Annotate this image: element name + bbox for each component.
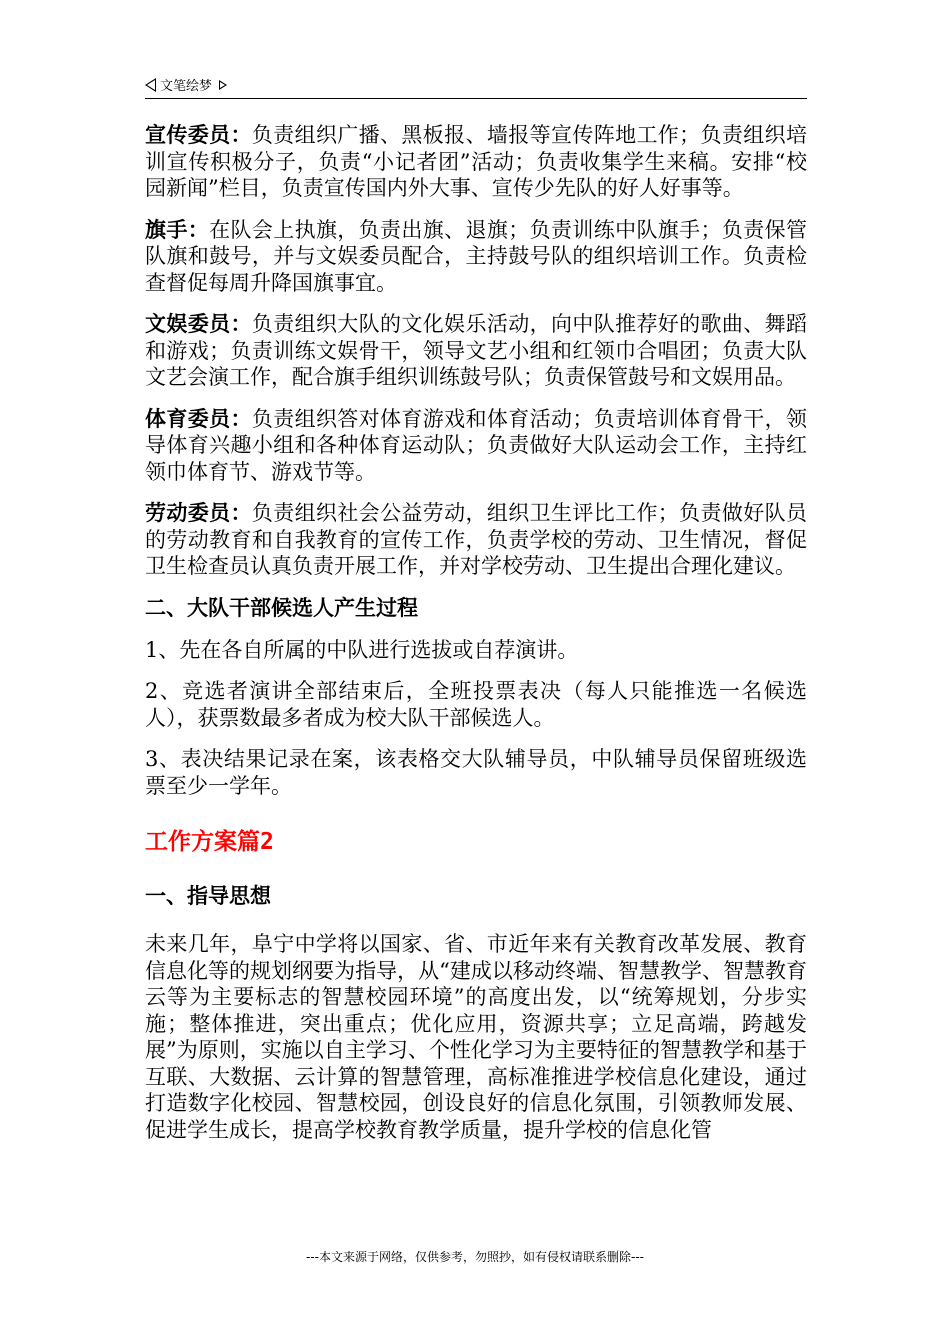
page-header (145, 72, 807, 99)
duty-paragraph-flag-bearer (145, 217, 807, 297)
duty-label: 文娱委员： (145, 312, 252, 336)
duty-text: 在队会上执旗，负责出旗、退旗；负责训练中队旗手；负责保管队旗和鼓号，并与文娱委员配合，主持鼓号队的组织培训工作。负责检查督促每周升降国旗事宜。 (145, 217, 808, 295)
duty-label: 体育委员： (145, 406, 252, 431)
process-item: 1、先在各自所属的中队进行选拔或自荐演讲。 (145, 637, 579, 662)
duty-paragraph-entertainment (145, 311, 807, 391)
duty-paragraph-labor (145, 500, 807, 580)
document-body (145, 122, 807, 1143)
process-item: 2、竞选者演讲全部结束后，全班投票表决（每人只能推选一名候选人），获票数最多者成为校大队干部候选人。 (145, 679, 807, 730)
duty-label: 宣传委员： (145, 123, 252, 147)
duty-paragraph-publicity (145, 122, 807, 202)
guiding-ideology-heading: 一、指导思想 (145, 884, 271, 908)
triangle-right-icon (219, 80, 227, 90)
triangle-left-icon (145, 78, 156, 92)
header-brand (145, 75, 227, 94)
header-title: 文笔绘梦 (160, 79, 213, 94)
process-heading: 二、大队干部候选人产生过程 (145, 595, 418, 620)
duty-text: 负责组织社会公益劳动，组织卫生评比工作；负责做好队员的劳动教育和自我教育的宣传工作，负责学校的劳动、卫生情况，督促卫生检查员认真负责开展工作，并对学校劳动、卫生提出合理化建议。 (145, 501, 808, 578)
page-footer-disclaimer: ---本文来源于网络，仅供参考，勿照抄，如有侵权请联系删除--- (306, 1250, 644, 1264)
duty-text: 负责组织广播、黑板报、墙报等宣传阵地工作；负责组织培训宣传积极分子，负责“小记者团”活动；负责收集学生来稿。安排“校园新闻”栏目，负责宣传国内外大事、宣传少先队的好人好事等。 (145, 123, 808, 200)
guiding-ideology-body: 未来几年，阜宁中学将以国家、省、市近年来有关教育改革发展、教育信息化等的规划纲要为指导，从“建成以移动终端、智慧教学、智慧教育云等为主要标志的智慧校园环境”的高度出发，以“统筹规划，分步实施；整体推进，突出重点；优化应用，资源共享；立足高端，跨越发展”为原则，实施以自主学习、个性化学习为主要特征的智慧教学和基于互联、大数据、云计算的智慧管理，高标准推进学校信息化建设，通过打造数字化校园、智慧校园，创设良好的信息化氛围，引领教师发展、促进学生成长，提高学校教育教学质量，提升学校的信息化管 (145, 932, 807, 1142)
duty-label: 劳动委员： (145, 501, 252, 525)
duty-text: 负责组织答对体育游戏和体育活动；负责培训体育骨干，领导体育兴趣小组和各种体育运动队；负责做好大队运动会工作，主持红领巾体育节、游戏节等。 (145, 406, 808, 484)
duty-text: 负责组织大队的文化娱乐活动，向中队推荐好的歌曲、舞蹈和游戏；负责训练文娱骨干，领导文艺小组和红领巾合唱团；负责大队文艺会演工作，配合旗手组织训练鼓号队；负责保管鼓号和文娱用品。 (145, 312, 808, 389)
duty-label: 旗手： (145, 217, 210, 242)
duty-paragraph-sports (145, 406, 807, 486)
process-item: 3、表决结果记录在案，该表格交大队辅导员，中队辅导员保留班级选票至少一学年。 (145, 747, 807, 798)
section-title: 工作方案篇2 (145, 829, 274, 855)
